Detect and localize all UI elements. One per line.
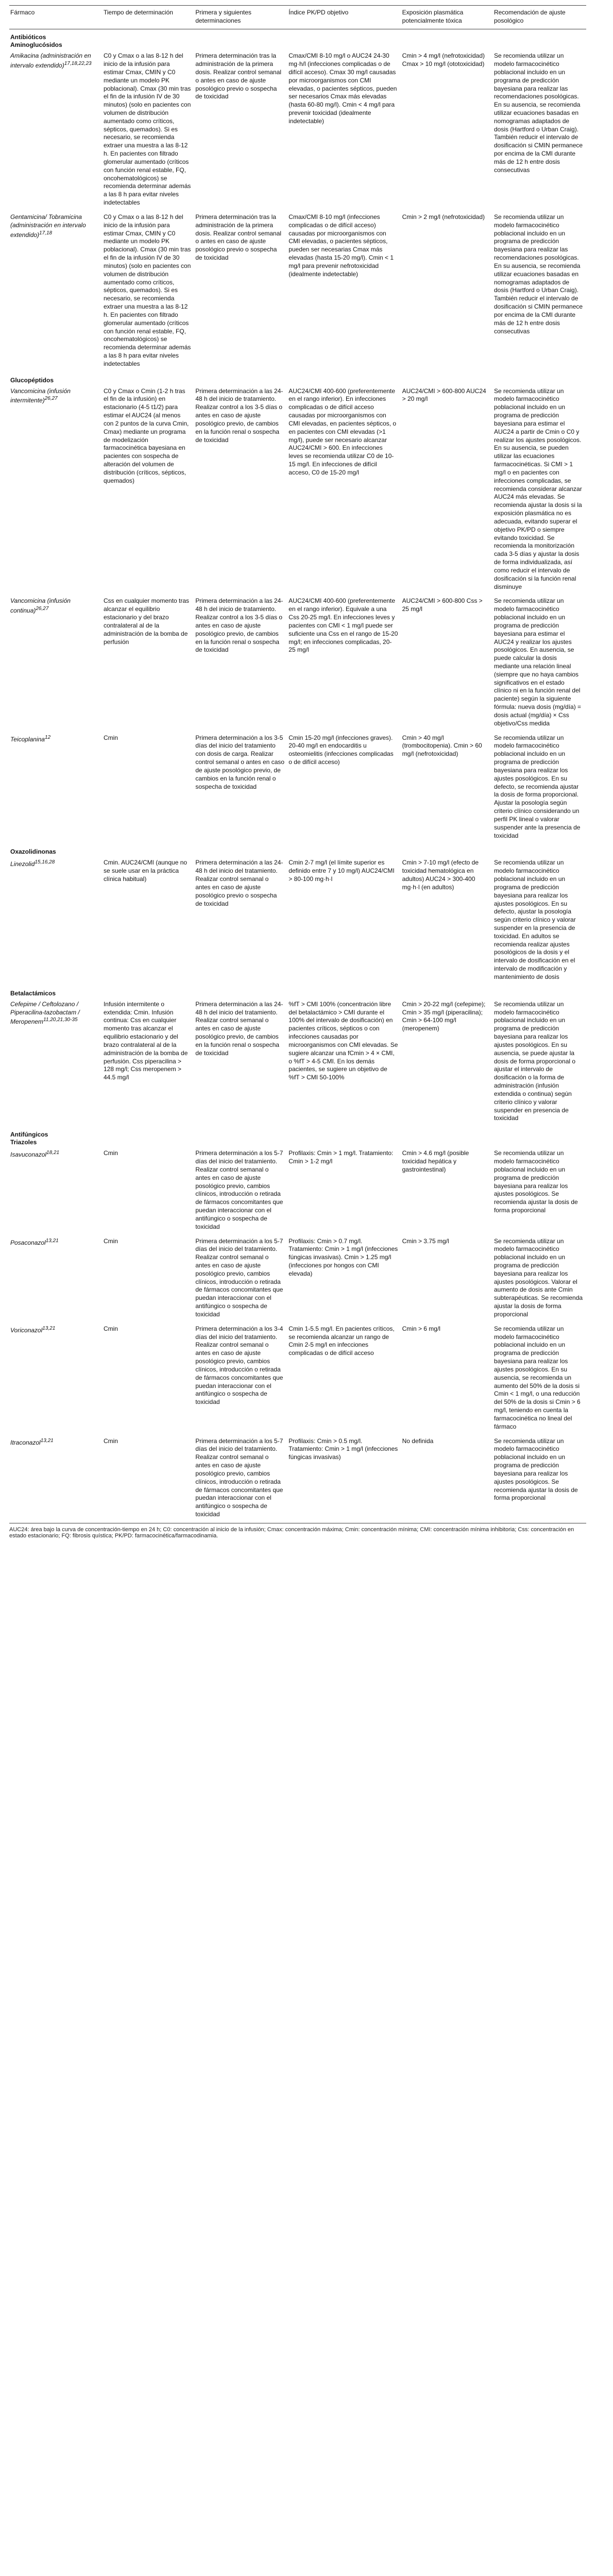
exposure-cell: No definida — [401, 1435, 493, 1523]
drug-name: Linezolid — [10, 860, 35, 868]
recommendation-cell: Se recomienda utilizar un modelo farmacocinético poblacional incluido en un programa de predicción bayesiana para realizar los ajustes posológicos. Se recomienda ajustar la dosis de forma proporcional — [493, 1149, 578, 1214]
table-row — [9, 732, 586, 844]
time-cell: C0 y Cmax o a las 8-12 h del inicio de la infusión para estimar Cmax, CMIN y C0 mediante un modelo PK poblacional). Cmax (30 min tras el fin de la infusión IV de 30 minutos) (solo en pacientes con volumen de distribución aumentado como críticos, sépticos, quemados). Si es necesario, se recomienda extraer una muestra a las 8-12 h. En pacientes con filtrado glomerular aumentado (críticos con función renal estable, FQ, oncohematológicos) se recomienda determinar además a las 8 h para evitar niveles indetectables — [103, 213, 191, 367]
drug-refs: 18,21 — [46, 1150, 60, 1156]
drug-name: Cefepime / Ceftolozano / Piperacilina-tazobactam / Meropenem — [10, 1000, 80, 1026]
frequency-cell: Primera determinación tras la administración de la primera dosis. Realizar control semanal o antes en caso de ajuste posológico previo o sospecha de toxicidad — [195, 52, 282, 100]
group-label-glycopeptides: Glucopéptidos — [10, 376, 54, 384]
table-row — [9, 1323, 586, 1435]
table-row — [9, 385, 586, 596]
target-cell: Cmin 15-20 mg/l (infecciones graves). 20-40 mg/l en endocarditis u osteomielitis (infecciones complicadas o de difícil acceso) — [288, 734, 394, 766]
group-label-aminoglycosides: Aminoglucósidos — [10, 41, 62, 49]
frequency-cell: Primera determinación a las 24-48 h del inicio del tratamiento. Realizar control semanal o antes en caso de ajuste posológico previo o sospecha de toxicidad — [195, 859, 283, 907]
tdm-table — [9, 5, 586, 1523]
header-drug: Fármaco — [9, 6, 103, 29]
drug-name: Isavuconazol — [10, 1151, 47, 1159]
drug-refs: 11,20,21,30-35 — [43, 1017, 78, 1023]
frequency-cell: Primera determinación a los 3-4 días del inicio del tratamiento. Realizar control semanal o antes en caso de ajuste posológico previo, cambios clínicos, introducción o retirada de fármacos concomitantes que puedan interaccionar con el antifúngico o sospecha de toxicidad — [195, 1325, 283, 1406]
exposure-cell: Cmin > 3.75 mg/l — [402, 1237, 449, 1245]
recommendation-cell: Se recomienda utilizar un modelo farmacocinético poblacional incluido en un programa de predicción bayesiana para realizar los ajustes posológicos. Se recomienda ajustar la dosis de forma proporcional — [493, 1435, 586, 1523]
table-row — [9, 595, 586, 732]
time-cell: Cmin. AUC24/CMI (aunque no se suele usar en la práctica clínica habitual) — [103, 859, 188, 883]
target-cell: %fT > CMI 100% (concentración libre del betalactámico > CMI durante el 100% del intervalo de dosificación) en pacientes críticos, sépticos o con infecciones causadas por microorganismos con CMI elevadas. Se sugiere alcanzar una fCmin > 4 × CMI, o %fT > 4-5 CMI. En los demás pacientes, se sugiere un objetivo de %fT > CMI 50-100% — [288, 1000, 398, 1081]
header-frequency: Primera y siguientes determinaciones — [194, 6, 287, 29]
time-cell: Infusión intermitente o extendida: Cmin. Infusión continua: Css en cualquier momento tras alcanzar el equilibrio estacionario y del brazo contralateral al de la administración de la bomba de perfusión. Css piperacilina > 128 mg/l; Css meropenem > 44.5 mg/l — [103, 1000, 188, 1081]
drug-name: Posaconazol — [10, 1239, 46, 1246]
target-cell: Profilaxis: Cmin > 0.7 mg/l. Tratamiento: Cmin > 1 mg/l (infecciones fúngicas invasivas). Cmin > 1.25 mg/l (infecciones por hongos con CMI elevada) — [288, 1237, 398, 1277]
drug-name: Voriconazol — [10, 1326, 43, 1334]
table-row — [9, 857, 586, 985]
time-cell: Css en cualquier momento tras alcanzar el equilibrio estacionario y del brazo contralateral al de la administración de la bomba de perfusión — [103, 597, 190, 646]
table-row — [9, 998, 586, 1127]
target-cell: Cmin 2-7 mg/l (el límite superior es definido entre 7 y 10 mg/l) AUC24/CMI > 80-100 mg·h·l — [288, 859, 395, 883]
table-row — [9, 50, 586, 211]
frequency-cell: Primera determinación a los 5-7 días del inicio del tratamiento. Realizar control semanal o antes en caso de ajuste posológico previo, cambios clínicos, introducción o retirada de fármacos concomitantes que puedan interaccionar con el antifúngico o sospecha de toxicidad — [195, 1149, 283, 1230]
target-cell: Profilaxis: Cmin > 1 mg/l. Tratamiento: Cmin > 1-2 mg/l — [288, 1149, 394, 1165]
table-row — [9, 1435, 586, 1523]
drug-name: Gentamicina/ Tobramicina (administración en intervalo extendido) — [10, 213, 86, 239]
group-row — [9, 1127, 586, 1147]
group-row — [9, 29, 586, 50]
drug-refs: 13,21 — [45, 1238, 59, 1244]
drug-refs: 26,27 — [44, 396, 58, 402]
time-cell: Cmin — [103, 1149, 118, 1157]
group-label-antibiotics: Antibióticos — [10, 33, 46, 41]
table-row — [9, 211, 586, 372]
group-label-antifungals: Antifúngicos — [10, 1131, 48, 1139]
recommendation-cell: Se recomienda utilizar un modelo farmacocinético poblacional incluido en un programa de predicción bayesiana para realizar los ajustes posológicos. En su ausencia, se puede ajustar la dosis de forma proporcional o ajustar el intervalo de dosificación o la forma de administración (infusión extendida o continua) según criterio clínico y valorar suspender en presencia de toxicidad — [493, 1000, 576, 1122]
drug-refs: 17,18,22,23 — [64, 61, 92, 67]
frequency-cell: Primera determinación a las 24-48 h del inicio de tratamiento. Realizar control a los 3-5 días o antes en caso de ajuste posológico previo, de cambios en la función renal o sospecha de toxicidad — [195, 387, 283, 444]
drug-refs: 13,21 — [40, 1437, 54, 1444]
drug-refs: 26,27 — [36, 606, 49, 612]
time-cell: Cmin — [103, 1325, 118, 1332]
drug-refs: 12 — [44, 734, 51, 740]
time-cell: Cmin — [103, 1435, 194, 1523]
abbreviations-footnote: AUC24: área bajo la curva de concentración-tiempo en 24 h; C0: concentración al inicio de la infusión; Cmax: concentración máxima; Cmin: concentración mínima; CMI: concentración mínima inhibitoria; Css: concentración en estado estacionario; FQ: fibrosis quística; PK/PD: farmacocinética/farmacodinamia. — [9, 1526, 574, 1539]
exposure-cell: Cmin > 2 mg/l (nefrotoxicidad) — [402, 213, 485, 221]
drug-refs: 13,21 — [42, 1325, 56, 1331]
target-cell: AUC24/CMI 400-600 (preferentemente en el rango inferior). En infecciones complicadas o de difícil acceso causadas por microorganismos con CMI elevadas, en pacientes sépticos, o en pacientes con CMI elevadas (>1 mg/l), puede ser necesario alcanzar AUC24/CMI > 600. En infecciones leves se recomienda utilizar C0 de 10-15 mg/l. En infecciones de difícil acceso, C0 de 15-20 mg/l — [288, 387, 397, 476]
frequency-cell: Primera determinación a los 5-7 días del inicio del tratamiento. Realizar control semanal o antes en caso de ajuste posológico previo, cambios clínicos, introducción o retirada de fármacos concomitantes que puedan interaccionar con el antifúngico o sospecha de toxicidad — [195, 1237, 283, 1318]
recommendation-cell: Se recomienda utilizar un modelo farmacocinético poblacional incluido en un programa de predicción bayesiana para realizar los ajustes posológicos. Valorar el aumento de dosis ante Cmin subterapéuticas. Se recomienda ajustar la dosis de forma proporcional — [493, 1237, 583, 1318]
time-cell: Cmin — [103, 1237, 118, 1245]
drug-name: Vancomicina (infusión continua) — [10, 597, 71, 615]
exposure-cell: Cmin > 4.6 mg/l (posible toxicidad hepática y gastrointestinal) — [402, 1149, 469, 1173]
time-cell: Cmin — [103, 734, 118, 741]
recommendation-cell: Se recomienda utilizar un modelo farmacocinético poblacional incluido en un programa de predicción bayesiana para estimar el AUC24 a partir de Cmin o C0 y realizar los ajustes posológicos. En su ausencia, se pueden utilizar las ecuaciones farmacocinéticas. Si CMI > 1 mg/l o en pacientes con infecciones complicadas, se recomienda considerar alcanzar AUC24 más elevadas. Se recomienda ajustar la dosis si la exposición plasmática no es adecuada, evitando superar el objetivo PK/PD o siempre evitando toxicidad. Se recomienda la monitorización cada 3-5 días y ajustar la dosis de forma individualizada, así como reducir el intervalo de dosificación si la función renal disminuye — [493, 387, 582, 590]
recommendation-cell: Se recomienda utilizar un modelo farmacocinético poblacional incluido en un programa de predicción bayesiana para realizar las recomendaciones posológicas. En su ausencia, se recomienda utilizar ecuaciones basadas en nomogramas adaptados de dosis (Hartford o Urban Craig). También reducir el intervalo de dosificación si CMIN permanece por encima de la CMI durante más de 12 h entre dosis consecutivas — [493, 52, 583, 174]
target-cell: Cmax/CMI 8-10 mg/l o AUC24 24-30 mg·h/l (infecciones complicadas o de difícil acceso). Cmax 30 mg/l causadas por microorganismos con CMI elevadas, o pacientes sépticos, pueden ser necesarios Cmax más elevadas (hasta 60-80 mg/l). Cmin < 4 mg/l para prevenir toxicidad (idealmente indetectable) — [288, 52, 397, 125]
group-label-betalactams: Betalactámicos — [10, 989, 56, 997]
drug-refs: 15,16,28 — [35, 859, 55, 866]
recommendation-cell: Se recomienda utilizar un modelo farmacocinético poblacional incluido en un programa de predicción bayesiana para estimar el AUC24 y realizar los ajustes posológicos. En ausencia, se puede calcular la dosis mediante una relación lineal (siempre que no haya cambios significativos en el estado clínico ni en la función renal del paciente) según la siguiente fórmula: nueva dosis (mg/día) = dosis actual (mg/día) × Css objetivo/Css medida — [493, 597, 582, 727]
drug-refs: 17,18 — [39, 230, 53, 236]
frequency-cell: Primera determinación a las 24-48 h del inicio de tratamiento. Realizar control a los 3-5 días o antes en caso de ajuste posológico previo, de cambios en la función renal o sospecha de toxicidad — [195, 597, 283, 654]
exposure-cell: Cmin > 20-22 mg/l (cefepime); Cmin > 35 mg/l (piperacilina); Cmin > 64-100 mg/l (meropenem) — [402, 1000, 486, 1032]
frequency-cell: Primera determinación a los 5-7 días del inicio del tratamiento. Realizar control semanal o antes en caso de ajuste posológico previo, cambios clínicos, introducción o retirada de fármacos concomitantes que puedan interaccionar con el antifúngico o sospecha de toxicidad — [194, 1435, 287, 1523]
group-row — [9, 372, 586, 385]
exposure-cell: Cmin > 7-10 mg/l (efecto de toxicidad hematológica en adultos) AUC24 > 300-400 mg·h·l (en adultos) — [402, 859, 479, 891]
recommendation-cell: Se recomienda utilizar un modelo farmacocinético poblacional incluido en un programa de predicción bayesiana para realizar las recomendaciones posológicas. En su ausencia, se recomienda utilizar ecuaciones basadas en nomogramas adaptados de dosis (Hartford o Urban Craig). También reducir el intervalo de dosificación si CMIN permanece por encima de la CMI durante más de 12 h entre dosis consecutivas — [493, 213, 583, 335]
drug-name: Itraconazol — [10, 1438, 41, 1446]
table-row — [9, 1147, 586, 1235]
group-label-oxazolidinones: Oxazolidinonas — [10, 848, 56, 856]
header-target: Índice PK/PD objetivo — [287, 6, 401, 29]
tdm-table-page — [9, 5, 586, 1539]
table-row — [9, 1235, 586, 1323]
header-exposure: Exposición plasmática potencialmente tóxica — [401, 6, 493, 29]
target-cell: Cmax/CMI 8-10 mg/l (infecciones complicadas o de difícil acceso) causadas por microorganismos con CMI elevadas, o pacientes sépticos, pueden ser necesarias Cmax más elevadas (hasta 15-20 mg/l). Cmin < 1 mg/l para prevenir nefrotoxicidad (idealmente indetectable) — [288, 213, 394, 278]
frequency-cell: Primera determinación a las 24-48 h del inicio del tratamiento. Realizar control semanal o antes en caso de ajuste posológico previo, de cambios en la función renal o sospecha de toxicidad — [195, 1000, 283, 1057]
recommendation-cell: Se recomienda utilizar un modelo farmacocinético poblacional incluido en un programa de predicción bayesiana para realizar los ajustes posológicos. En su ausencia, se recomienda un aumento del 50% de la dosis si Cmin < 1 mg/l, o una reducción del 50% de la dosis si Cmin > 6 mg/l, teniendo en cuenta la farmacocinética no lineal del fármaco — [493, 1325, 581, 1430]
group-row — [9, 844, 586, 857]
exposure-cell: Cmin > 40 mg/l (trombocitopenia). Cmin > 60 mg/l (nefrotoxicidad) — [402, 734, 482, 758]
exposure-cell: AUC24/CMI > 600-800 Css > 25 mg/l — [402, 597, 483, 613]
recommendation-cell: Se recomienda utilizar un modelo farmacocinético poblacional incluido en un programa de predicción bayesiana para realizar los ajustes posológicos. En su defecto, ajustar la posología según criterio clínico y valorar suspender en la presencia de toxicidad. En adultos se recomienda realizar ajustes posológicos de la dosis y el intervalo de dosificación en el intervalo de modificación y mantenimiento de dosis — [493, 859, 576, 980]
exposure-cell: Cmin > 4 mg/l (nefrotoxicidad) Cmax > 10 mg/l (ototoxicidad) — [402, 52, 485, 68]
drug-name: Vancomicina (infusión intermitente) — [10, 387, 71, 404]
target-cell: AUC24/CMI 400-600 (preferentemente en el rango inferior). Equivale a una Css 20-25 mg/l. En infecciones leves y pacientes con CMI < 1 mg/l puede ser suficiente una Css en el rango de 15-20 mg/l; en infecciones complicadas, 20-25 mg/l — [288, 597, 398, 654]
table-header-row — [9, 6, 586, 29]
drug-name: Amikacina (administración en intervalo extendido) — [10, 52, 91, 70]
time-cell: C0 y Cmax o Cmin (1-2 h tras el fin de la infusión) en estacionario (4-5 t1/2) para estimar el AUC24 (al menos con 2 puntos de la curva Cmin, Cmax) mediante un programa de modelización farmacocinética bayesiana en pacientes con sospecha de alteración del volumen de distribución (críticos, sépticos, quemados) — [103, 387, 189, 484]
target-cell: Cmin 1-5.5 mg/l. En pacientes críticos, se recomienda alcanzar un rango de Cmin 2-5 mg/l en infecciones complicadas o de difícil acceso — [288, 1325, 395, 1357]
recommendation-cell: Se recomienda utilizar un modelo farmacocinético poblacional incluido en un programa de predicción bayesiana para realizar los ajustes posológicos. En su defecto, se recomienda ajustar la dosis de forma proporcional. Ajustar la posología según criterio clínico considerando un perfil PK lineal o valorar suspender ante la presencia de toxicidad — [493, 734, 581, 839]
frequency-cell: Primera determinación a los 3-5 días del inicio del tratamiento con dosis de carga. Realizar control semanal o antes en caso de ajuste posológico previo, de cambios en la función renal o sospecha de toxicidad — [195, 734, 285, 790]
group-row — [9, 986, 586, 998]
target-cell: Profilaxis: Cmin > 0.5 mg/l. Tratamiento: Cmin > 1 mg/l (infecciones fúngicas invasivas) — [287, 1435, 401, 1523]
drug-name: Teicoplanina — [10, 735, 45, 743]
frequency-cell: Primera determinación tras la administración de la primera dosis. Realizar control semanal o antes en caso de ajuste posológico previo o sospecha de toxicidad — [195, 213, 282, 262]
header-time: Tiempo de determinación — [103, 6, 194, 29]
header-recommendation: Recomendación de ajuste posológico — [493, 6, 586, 29]
exposure-cell: Cmin > 6 mg/l — [402, 1325, 440, 1332]
group-label-triazoles: Triazoles — [10, 1139, 37, 1146]
exposure-cell: AUC24/CMI > 600-800 AUC24 > 20 mg/l — [402, 387, 486, 403]
time-cell: C0 y Cmax o a las 8-12 h del inicio de la infusión para estimar Cmax, CMIN y C0 mediante un modelo PK poblacional). Cmax (30 min tras el fin de la infusión IV de 30 minutos) (solo en pacientes con volumen de distribución aumentado como críticos, sépticos, quemados). Si es necesario, se recomienda extraer una muestra a las 8-12 h. En pacientes con filtrado glomerular aumentado (críticos con función renal estable, FQ, oncohematológicos) se recomienda determinar además a las 8 h para evitar niveles indetectables — [103, 52, 191, 207]
